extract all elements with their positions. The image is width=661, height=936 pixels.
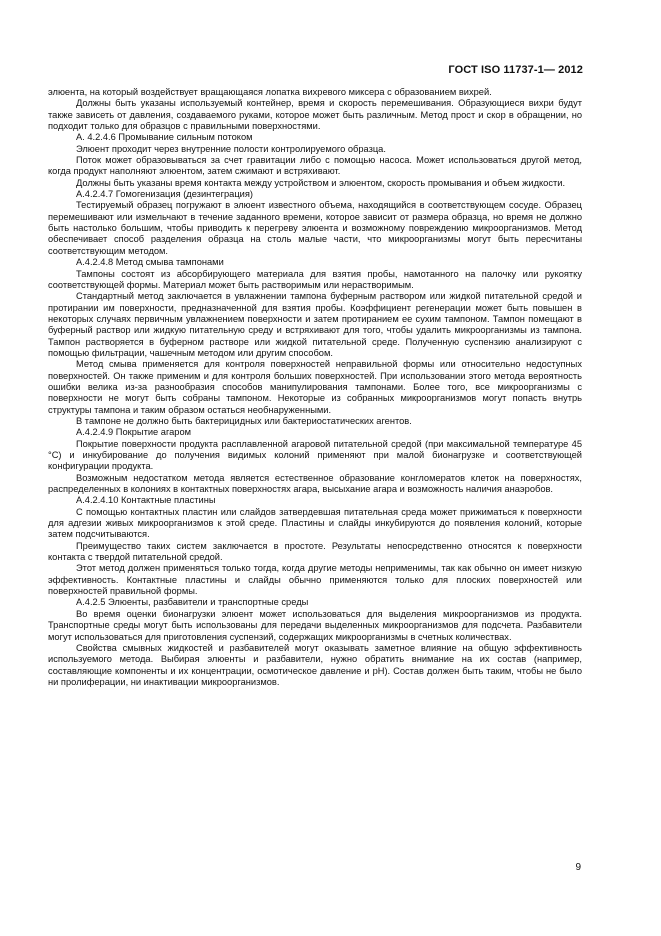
paragraph: Должны быть указаны используемый контейнер, время и скорость перемешивания. Образующиеся вихри будут также зависеть от давления, создаваемого руками, которое может быть различным. Метод прост и скор в обращении, но подходит только для образцов с правильными поверхностями. bbox=[48, 98, 582, 132]
paragraph: В тампоне не должно быть бактерицидных или бактериостатических агентов. bbox=[76, 415, 412, 426]
paragraph: Покрытие поверхности продукта расплавленной агаровой питательной средой (при максимальной температуре 45 °С) и инкубирование до получения видимых колоний применяют при малой бионагрузке и соответствующей конфигурации продукта. bbox=[48, 438, 582, 472]
paragraph: Элюент проходит через внутренние полости контролируемого образца. bbox=[76, 143, 386, 154]
paragraph: Метод смыва применяется для контроля поверхностей неправильной формы или относительно недоступных поверхностей. Он также применим и для контроля больших поверхностей. При использовании этого метода вероятность ошибки велика из-за разнообразия способов манипулирования тампонами. Более того, все микроорганизмы с поверхности не могут быть собраны тампоном. Некоторые из собранных микроорганизмов могут попасть внутрь структуры тампона и таким образом остаться необнаруженными. bbox=[48, 359, 582, 415]
page-number: 9 bbox=[575, 862, 581, 873]
paragraph: А. 4.2.4.6 Промывание сильным потоком bbox=[76, 132, 253, 143]
paragraph: А.4.2.4.10 Контактные пластины bbox=[76, 495, 216, 506]
paragraph: А.4.2.4.7 Гомогенизация (дезинтеграция) bbox=[76, 189, 253, 200]
paragraph: Тампоны состоят из абсорбирующего материала для взятия пробы, намотанного на палочку или рукоятку соответствующей формы. Материал может быть растворимым или нерастворимым. bbox=[48, 268, 582, 290]
body-text bbox=[48, 87, 582, 688]
paragraph: А.4.2.5 Элюенты, разбавители и транспортные среды bbox=[76, 597, 309, 608]
paragraph: А.4.2.4.9 Покрытие агаром bbox=[76, 427, 192, 438]
paragraph: С помощью контактных пластин или слайдов затвердевшая питательная среда может прижиматься к поверхности для адгезии живых микроорганизмов к этой среде. Пластины и слайды инкубируются до появления колоний, которые затем подсчитываются. bbox=[48, 506, 582, 540]
paragraph: Преимущество таких систем заключается в простоте. Результаты непосредственно относятся к поверхности контакта с твердой питательной средой. bbox=[48, 540, 582, 563]
paragraph: Возможным недостатком метода является естественное образование конгломератов клеток на поверхностях, распределенных в колониях в контактных поверхностях агара, высыхание агара и возможность наличия анаэробов. bbox=[48, 472, 582, 495]
paragraph: Этот метод должен применяться только тогда, когда другие методы неприменимы, так как обычно он имеет низкую эффективность. Контактные пластины и слайды обычно применяются только для плоских поверхностей или поверхностей правильной формы. bbox=[48, 563, 582, 597]
paragraph: Поток может образовываться за счет гравитации либо с помощью насоса. Может использоваться другой метод, когда продукт наполняют элюентом, затем сжимают и встряхивают. bbox=[48, 155, 582, 177]
paragraph: элюента, на который воздействует вращающаяся лопатка вихревого миксера с образованием вихрей. bbox=[48, 87, 492, 97]
paragraph: Тестируемый образец погружают в элюент известного объема, находящийся в соответствующем сосуде. Образец перемешивают или измельчают в течение заданного времени, которое зависит от размера образца, но время не должно быть настолько большим, чтобы приводить к перегреву элюента и возможному повреждению микроорганизмов. Метод обеспечивает способ разделения образца на столь малые части, что микроорганизмы могут быть пересчитаны соответствующим методом. bbox=[48, 200, 582, 256]
paragraph: Свойства смывных жидкостей и разбавителей могут оказывать заметное влияние на общую эффективность используемого метода. Выбирая элюенты и разбавители, нужно обратить внимание на их состав (например, составляющие компоненты и их концентрации, осмотическое давление и рН). Состав должен быть таким, чтобы не было ни пролиферации, ни инактивации микроорганизмов. bbox=[48, 642, 582, 687]
paragraph: Должны быть указаны время контакта между устройством и элюентом, скорость промывания и объем жидкости. bbox=[76, 177, 566, 188]
paragraph: А.4.2.4.8 Метод смыва тампонами bbox=[76, 257, 224, 268]
standard-header: ГОСТ ISO 11737-1— 2012 bbox=[448, 64, 583, 76]
paragraph: Стандартный метод заключается в увлажнении тампона буферным раствором или жидкой питательной средой и протирании им поверхности, предназначенной для взятия пробы. Коэффициент регенерации может быть повышен в некоторых случаях первичным увлажнением поверхности и затем протиранием ее сухим тампоном. Тампон помещают в буферный раствор или жидкую питательную среду и встряхивают для того, чтобы удалить микроорганизмы из тампона. Тампон растворяется в буферном растворе или жидкой питательной среде. Полученную суспензию анализируют с помощью фильтрации, чашечным методом или другим способом. bbox=[48, 291, 582, 358]
paragraph: Во время оценки бионагрузки элюент может использоваться для выделения микроорганизмов из продукта. Транспортные среды могут быть использованы для передачи выделенных микроорганизмов для подсчета. Разбавители могут использоваться для приготовления суспензий, содержащих микроорганизмы в счетных количествах. bbox=[48, 608, 582, 642]
